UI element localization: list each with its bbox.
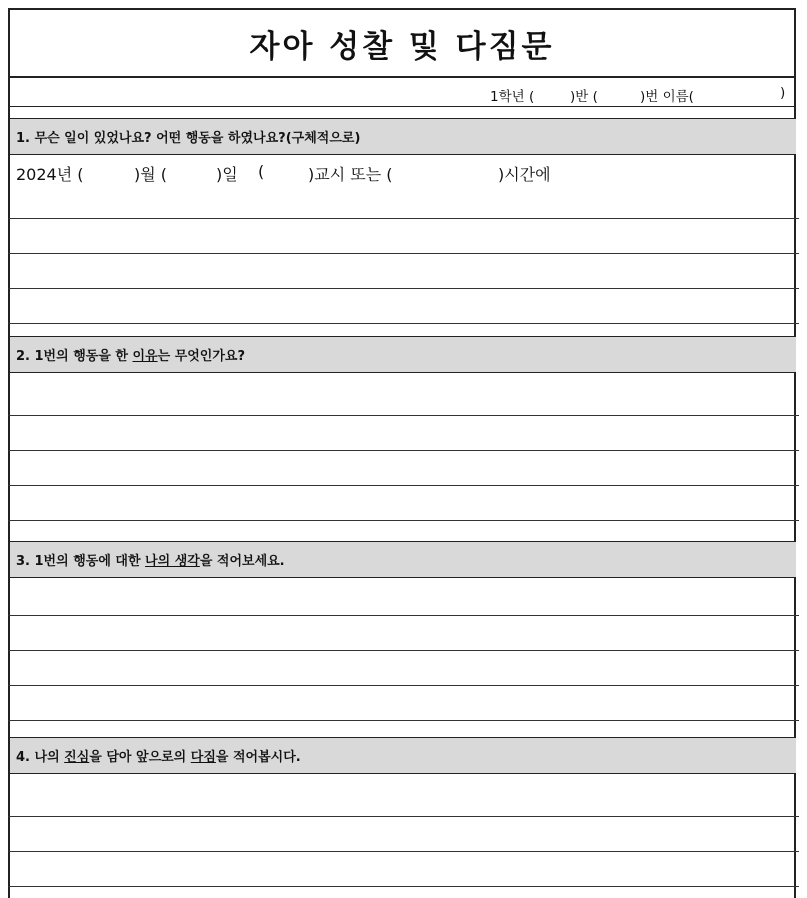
answer-line[interactable] [8,253,799,254]
answer-line[interactable] [8,218,799,219]
name-label: )번 이름( [640,89,694,105]
section-2-header [10,336,796,373]
month-field[interactable]: )월 ( [134,165,168,184]
answer-line[interactable] [8,485,799,486]
section-2-label-pre: 2. 1번의 행동을 한 [16,349,133,364]
answer-line[interactable] [8,886,799,887]
day-field[interactable]: )일 [216,165,238,184]
name-close: ) [780,85,786,101]
answer-line[interactable] [8,685,799,686]
page-title: 자아 성찰 및 다짐문 [10,10,794,78]
answer-line[interactable] [8,288,799,289]
section-4-underline-1: 진심 [64,750,90,765]
section-2-underline: 이유 [132,349,158,364]
answer-line[interactable] [8,720,799,721]
class-label: )반 ( [570,89,598,105]
section-4-label-post: 을 적어봅시다. [215,750,301,765]
section-4-label-pre: 4. 나의 [16,750,65,765]
period-open: ( [258,162,265,181]
section-2-label-post: 는 무엇인가요? [157,349,246,364]
section-3-header [10,541,796,578]
grade-label: 1학년 ( [490,89,535,105]
time-field[interactable]: )시간에 [498,165,551,184]
answer-line[interactable] [8,520,799,521]
section-4-underline-2: 다짐 [190,750,216,765]
section-4-label-mid: 을 담아 앞으로의 [89,750,191,765]
section-1-header [10,118,796,155]
answer-line[interactable] [8,816,799,817]
answer-line[interactable] [8,415,799,416]
answer-line[interactable] [8,851,799,852]
section-4-header [10,737,796,774]
year-field[interactable]: 2024년 ( [16,165,84,184]
period-field[interactable]: )교시 또는 ( [308,165,393,184]
section-3-label-pre: 3. 1번의 행동에 대한 [16,554,146,569]
student-info-row [10,76,794,107]
section-3-label-post: 을 적어보세요. [199,554,285,569]
answer-line[interactable] [8,323,799,324]
section-3-underline: 나의 생각 [145,554,200,569]
answer-line[interactable] [8,450,799,451]
section-1-label: 1. 무슨 일이 있었나요? 어떤 행동을 하였나요?(구체적으로) [16,131,361,146]
answer-line[interactable] [8,650,799,651]
answer-line[interactable] [8,615,799,616]
